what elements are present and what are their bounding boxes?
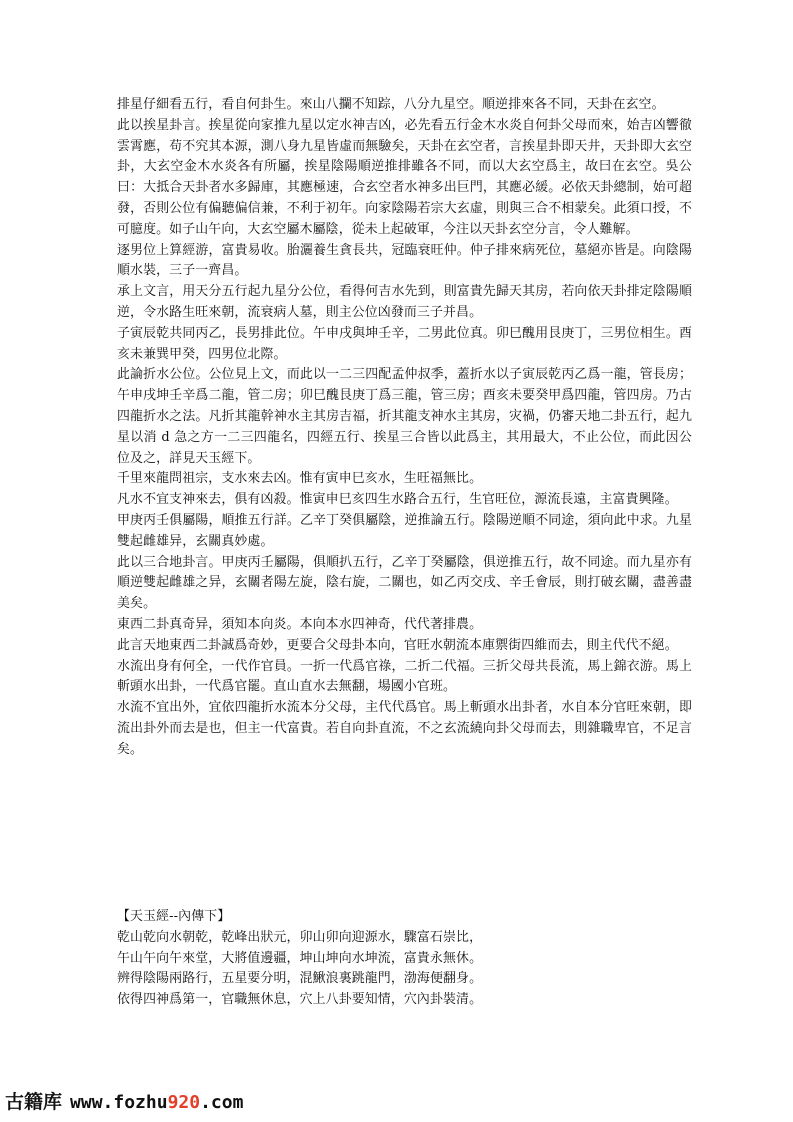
text-paragraph: 凡水不宜支神來去，俱有凶殺。惟寅申巳亥四生水路合五行，生官旺位，源流長遠，主富貴興隆。 <box>117 492 678 508</box>
verse-line: 午山午向午來堂，大將值邊疆，坤山坤向水坤流，富貴永無休。 <box>117 950 483 966</box>
text-paragraph: 此以三合地卦言。甲庚丙壬屬陽，俱順扒五行，乙辛丁癸屬陰，俱逆推五行，故不同途。而九星亦有順逆雙起雌雄之异，玄關者陽左旋，陰右旋，二關也，如乙丙交戌、辛壬會辰，則打破玄關，盡善盡美矣。 <box>117 554 692 612</box>
text-paragraph: 此以挨星卦言。挨星從向家推九星以定水神吉凶，必先看五行金木水炎自何卦父母而來，始吉凶響徹雲霄應，苟不究其本源，測八身九星皆虛而無驗矣，天卦在玄空者，言挨星卦即天井，天卦即大玄空卦，大玄空金木水炎各有所屬，挨星陰陽順逆推排雖各不同，而以大玄空爲主，故曰在玄空。吳公曰：大抵合天卦者水多歸庫，其應極速，合玄空者水神多出巨門，其應必緩。必依天卦總制，始可超發，否則公位有偏聽偏信兼，不利于初年。向家陰陽若宗大玄虛，則與三合不相蒙矣。此須口授，不可臆度。如子山午向，大玄空屬木屬陰，從未上起破軍，今注以天卦玄空分言，令人難解。 <box>117 117 692 237</box>
main-text <box>117 95 692 761</box>
text-paragraph: 子寅辰乾共同丙乙，長男排此位。午申戌與坤壬辛，二男此位真。卯巳醜用艮庚丁，三男位相生。酉亥未兼巽甲癸，四男位北際。 <box>117 325 692 362</box>
text-paragraph: 甲庚丙壬俱屬陽，順推五行詳。乙辛丁癸俱屬陰，逆推論五行。陰陽逆順不同途，須向此中求。九星雙起雌雄异，玄關真妙處。 <box>117 512 692 549</box>
text-paragraph: 此論折水公位。公位見上文，而此以一二三四配孟仲叔季，蓋折水以子寅辰乾丙乙爲一龍，管長房；午申戌坤壬辛爲二龍，管二房；卯巳醜艮庚丁爲三龍，管三房；酉亥未要癸甲爲四龍，管四房。乃古四龍折水之法。凡折其龍幹神水主其房吉福，折其龍支神水主其房，灾禍，仍審天地二卦五行，起九星以消 d 急之方一二三四龍名，四經五行、挨星三合皆以此爲主，其用最大，不止公位，而此因公位及之，詳見天玉經下。 <box>117 367 692 466</box>
section-heading: 【天玉經--內傳下】 <box>117 909 231 924</box>
text-paragraph: 水流出身有何全，一代作官員。一折一代爲官祿，二折二代福。三折父母共長流，馬上錦衣游。馬上斬頭水出卦，一代爲官罷。直山直水去無翻，場國小官班。 <box>117 658 692 695</box>
verse-line: 乾山乾向水朝乾，乾峰出狀元，卯山卯向迎源水，驟富石崇比， <box>117 929 483 945</box>
verse-line: 依得四神爲第一，官職無休息，穴上八卦要知情，穴內卦裝清。 <box>117 992 483 1008</box>
site-url-prefix: www.fozhu <box>70 1092 168 1113</box>
watermark-footer <box>5 1087 425 1119</box>
site-name: 古籍库 <box>5 1091 63 1113</box>
text-paragraph: 排星仔細看五行，看自何卦生。來山八攔不知踪，八分九星空。順逆排來各不同，天卦在玄空。 <box>117 97 665 112</box>
text-paragraph: 千里來龍問祖宗，支水來去凶。惟有寅申巳亥水，生旺福無比。 <box>117 471 483 487</box>
verse-line: 辨得陰陽兩路行，五星要分明，混鰍浪裏跳龍門，渤海便翻身。 <box>117 971 483 987</box>
text-paragraph: 水流不宜出外，宜依四龍折水流本分父母，主代代爲官。馬上斬頭水出卦者，水自本分官旺來朝，即流出卦外而去是也，但主一代富貴。若自向卦直流，不之玄流繞向卦父母而去，則雜職卑官，不足言矣。 <box>117 700 692 757</box>
text-paragraph: 此言天地東西二卦誠爲奇妙，更要合父母卦本向，官旺水朝流本庫禦街四維而去，則主代代不絕。 <box>117 637 678 653</box>
text-paragraph: 東西二卦真奇异，須知本向炎。本向本水四神奇，代代著排農。 <box>117 616 483 632</box>
site-url-suffix: .com <box>200 1092 244 1113</box>
text-paragraph: 承上文言，用天分五行起九星分公位，看得何吉水先到，則富貴先歸天其房，若向依天卦排定陰陽順逆，令水路生旺來朝，流衰病人墓，則主公位凶發而三子并昌。 <box>117 284 692 320</box>
text-paragraph: 逐男位上算經游，富貴易收。胎灑養生貪長共，冠臨衰旺仲。仲子排來病死位，墓絕亦皆是。向陰陽順水裝，三子一齊昌。 <box>117 242 692 279</box>
verse-section <box>117 907 692 1011</box>
site-url-number: 920 <box>167 1092 201 1113</box>
